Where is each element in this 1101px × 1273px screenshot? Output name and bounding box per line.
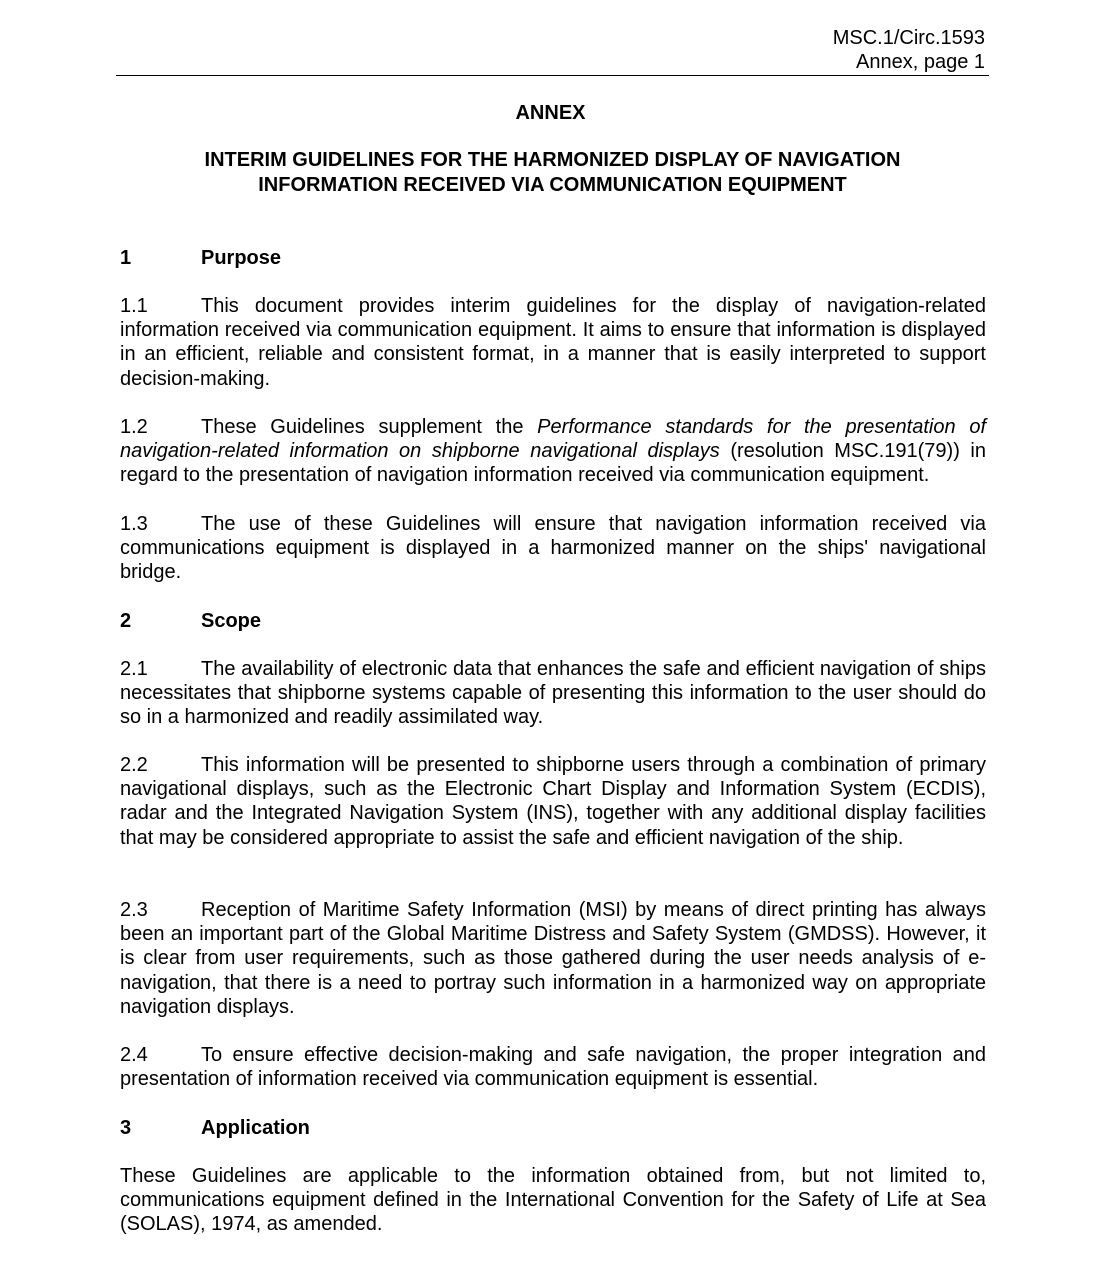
title-line-2: INFORMATION RECEIVED VIA COMMUNICATION EQUIPMENT bbox=[258, 174, 847, 196]
section-number: 1 bbox=[120, 247, 132, 269]
section-title: Scope bbox=[201, 610, 262, 632]
paragraph-number: 1.3 bbox=[120, 513, 148, 535]
annex-label: ANNEX bbox=[515, 102, 586, 124]
paragraph-text-italic: Performance standards for the presentation of navigation-related information on shipborne navigational displays bbox=[120, 416, 986, 463]
paragraph-2-3 bbox=[120, 898, 986, 1019]
paragraph-2-2 bbox=[120, 753, 986, 850]
paragraph-number: 2.2 bbox=[120, 754, 148, 776]
paragraph-text-before: These Guidelines supplement the bbox=[201, 416, 538, 438]
paragraph-2-4 bbox=[120, 1043, 986, 1091]
title-line-1: INTERIM GUIDELINES FOR THE HARMONIZED DISPLAY OF NAVIGATION bbox=[204, 149, 901, 171]
page-reference: Annex, page 1 bbox=[856, 51, 985, 73]
paragraph-text-after: (resolution MSC.191(79)) in regard to the presentation of navigation information received via communication equipment. bbox=[120, 440, 986, 487]
paragraph-text: To ensure effective decision-making and safe navigation, the proper integration and presentation of information received via communication equipment is essential. bbox=[120, 1044, 986, 1091]
paragraph-text: These Guidelines are applicable to the information obtained from, but not limited to, communications equipment defined in the International Convention for the Safety of Life at Sea (SOLAS), 1974, as amended. bbox=[120, 1165, 986, 1236]
paragraph-number: 1.1 bbox=[120, 295, 148, 317]
paragraph-1-2 bbox=[120, 415, 986, 488]
paragraph-1-3 bbox=[120, 512, 986, 585]
header-rule bbox=[116, 75, 989, 76]
paragraph-text: The availability of electronic data that enhances the safe and efficient navigation of ships necessitates that shipborne systems capable of presenting this information to the user should do so in a harmonized and readily assimilated way. bbox=[120, 658, 986, 729]
section-heading-scope bbox=[120, 609, 261, 633]
section-title: Purpose bbox=[201, 247, 282, 269]
page-header bbox=[833, 26, 985, 74]
paragraph-number: 2.3 bbox=[120, 899, 148, 921]
paragraph-2-1 bbox=[120, 657, 986, 730]
paragraph-number: 1.2 bbox=[120, 416, 148, 438]
section-heading-purpose bbox=[120, 246, 281, 270]
section-number: 3 bbox=[120, 1117, 132, 1139]
section-title: Application bbox=[201, 1117, 310, 1139]
document-reference: MSC.1/Circ.1593 bbox=[832, 27, 985, 49]
paragraph-number: 2.1 bbox=[120, 658, 148, 680]
paragraph-text: This document provides interim guidelines for the display of navigation-related information received via communication equipment. It aims to ensure that information is displayed in an efficient, reliable and consistent format, in a manner that is easily interpreted to support decision-making. bbox=[120, 295, 986, 390]
paragraph-text: Reception of Maritime Safety Information (MSI) by means of direct printing has always been an important part of the Global Maritime Distress and Safety System (GMDSS). However, it is clear from user requirements, such as those gathered during the user needs analysis of e-navigation, that there is a need to portray such information in a harmonized way on appropriate navigation displays. bbox=[120, 899, 986, 1018]
document-title bbox=[150, 148, 955, 198]
paragraph-3 bbox=[120, 1164, 986, 1237]
paragraph-1-1 bbox=[120, 294, 986, 391]
paragraph-text: This information will be presented to shipborne users through a combination of primary navigational displays, such as the Electronic Chart Display and Information System (ECDIS), radar and the Integrated Navigation System (INS), together with any additional display facilities that may be considered appropriate to assist the safe and efficient navigation of the ship. bbox=[120, 754, 986, 849]
section-heading-application bbox=[120, 1116, 310, 1140]
paragraph-text: The use of these Guidelines will ensure that navigation information received via communications equipment is displayed in a harmonized manner on the ships' navigational bridge. bbox=[120, 513, 986, 584]
section-number: 2 bbox=[120, 610, 132, 632]
paragraph-number: 2.4 bbox=[120, 1044, 148, 1066]
